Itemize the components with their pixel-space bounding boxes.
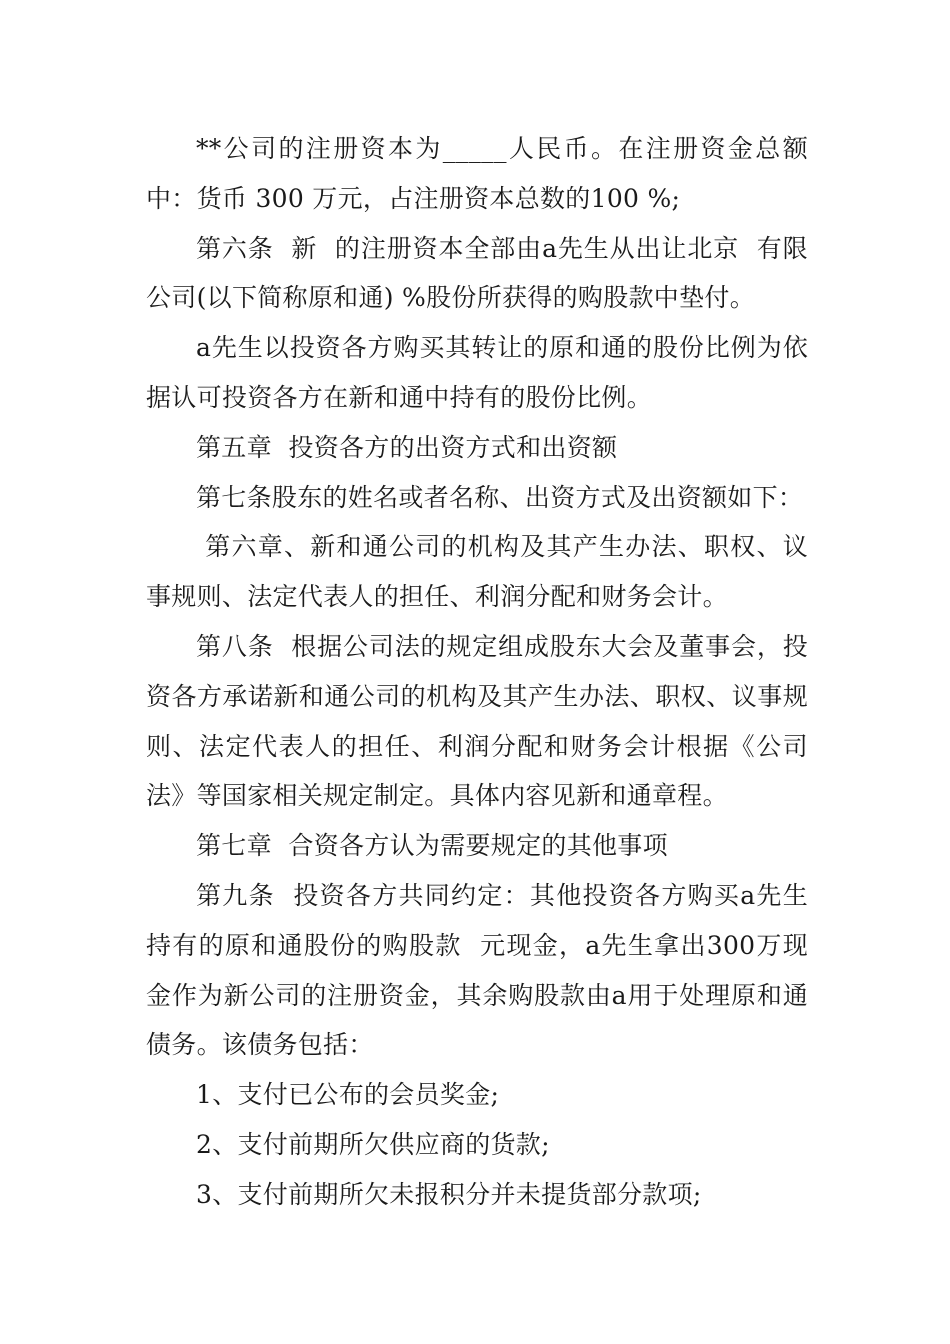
- paragraph-share-ratio: a先生以投资各方购买其转让的原和通的股份比例为依据认可投资各方在新和通中持有的股份比例。: [146, 333, 808, 412]
- document-page: [146, 124, 808, 1220]
- paragraph-article-6: 第六条 新 的注册资本全部由a先生从出让北京 有限公司(以下简称原和通) %股份所获得的购股款中垫付。: [146, 233, 808, 313]
- paragraph-registered-capital: **公司的注册资本为_____人民币。在注册资金总额中：货币 300 万元，占注册资本总数的100 %;: [146, 134, 808, 213]
- paragraph-article-7: 第七条股东的姓名或者名称、出资方式及出资额如下：: [196, 482, 804, 512]
- heading-chapter-7: 第七章 合资各方认为需要规定的其他事项: [196, 831, 668, 861]
- paragraph-article-9: 第九条 投资各方共同约定：其他投资各方购买a先生持有的原和通股份的购股款 元现金，a先生拿出300万现金作为新公司的注册资金，其余购股款由a用于处理原和通债务。该债务包括：: [146, 880, 808, 1060]
- list-item-1: 1、支付已公布的会员奖金;: [196, 1080, 500, 1110]
- paragraph-article-8: 第八条 根据公司法的规定组成股东大会及董事会，投资各方承诺新和通公司的机构及其产生办法、职权、议事规则、法定代表人的担任、利润分配和财务会计根据《公司法》等国家相关规定制定。具体内容见新和通章程。: [146, 631, 808, 811]
- heading-chapter-6: 第六章、新和通公司的机构及其产生办法、职权、议事规则、法定代表人的担任、利润分配和财务会计。: [146, 532, 808, 612]
- heading-chapter-5: 第五章 投资各方的出资方式和出资额: [196, 432, 618, 462]
- list-item-3: 3、支付前期所欠未报积分并未提货部分款项;: [196, 1179, 702, 1209]
- list-item-2: 2、支付前期所欠供应商的货款;: [196, 1129, 550, 1159]
